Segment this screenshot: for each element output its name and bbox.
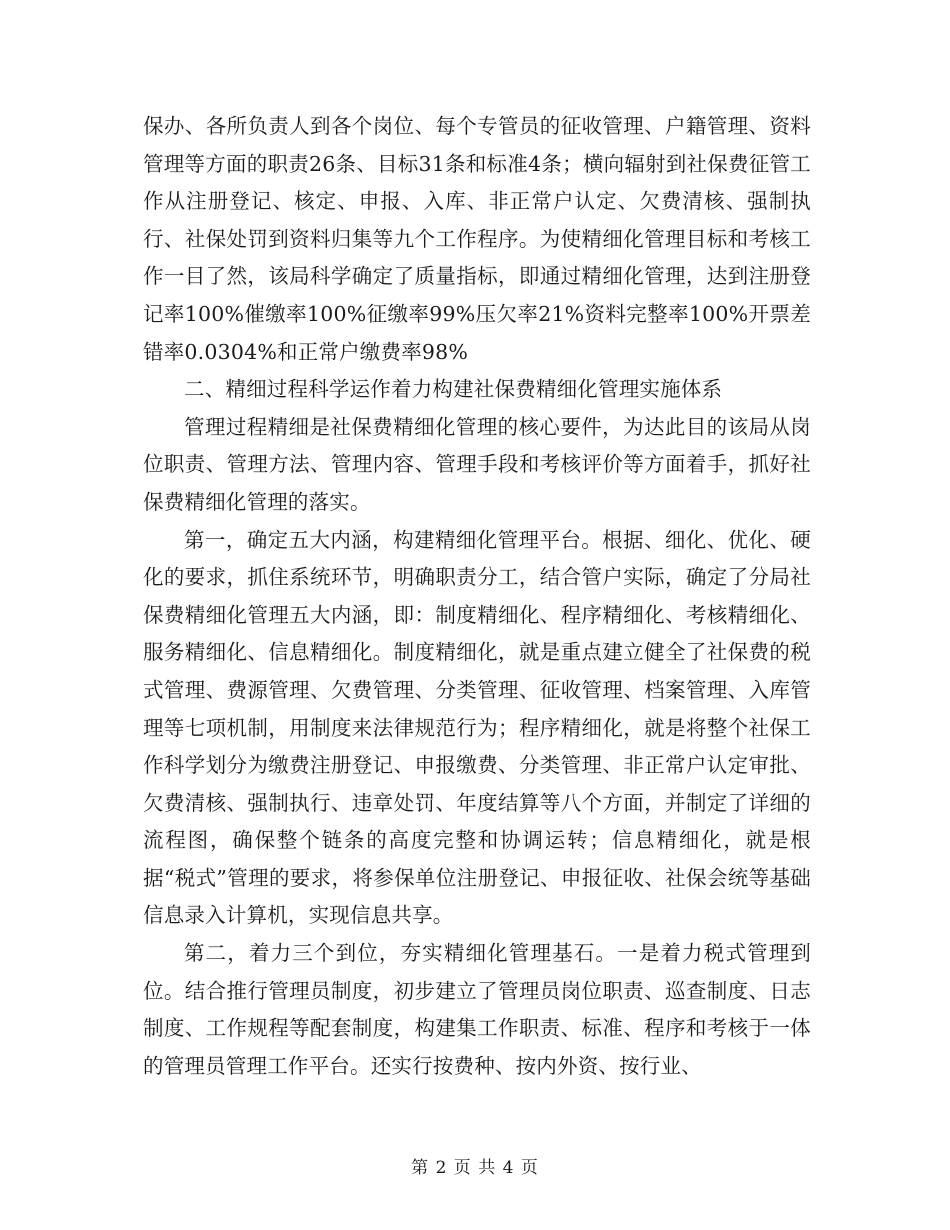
document-body	[143, 108, 811, 1085]
paragraph-first-point: 第一，确定五大内涵，构建精细化管理平台。根据、细化、优化、硬化的要求，抓住系统环节，明确职责分工，结合管户实际，确定了分局社保费精细化管理五大内涵，即：制度精细化、程序精细化、考核精细化、服务精细化、信息精细化。制度精细化，就是重点建立健全了社保费的税式管理、费源管理、欠费管理、分类管理、征收管理、档案管理、入库管理等七项机制，用制度来法律规范行为；程序精细化，就是将整个社保工作科学划分为缴费注册登记、申报缴费、分类管理、非正常户认定审批、欠费清核、强制执行、违章处罚、年度结算等八个方面，并制定了详细的流程图，确保整个链条的高度完整和协调运转；信息精细化，就是根据“税式”管理的要求，将参保单位注册登记、申报征收、社保会统等基础信息录入计算机，实现信息共享。	[143, 527, 811, 928]
paragraph-process-intro: 管理过程精细是社保费精细化管理的核心要件，为达此目的该局从岗位职责、管理方法、管理内容、管理手段和考核评价等方面着手，抓好社保费精细化管理的落实。	[143, 414, 811, 514]
paragraph-second-point: 第二，着力三个到位，夯实精细化管理基石。一是着力税式管理到位。结合推行管理员制度，初步建立了管理员岗位职责、巡查制度、日志制度、工作规程等配套制度，构建集工作职责、标准、程序和考核于一体的管理员管理工作平台。还实行按费种、按内外资、按行业、	[143, 941, 811, 1078]
section-heading: 二、精细过程科学运作着力构建社保费精细化管理实施体系	[184, 377, 723, 402]
page-footer: 第 2 页 共 4 页	[411, 1158, 539, 1178]
paragraph-continuation: 保办、各所负责人到各个岗位、每个专管员的征收管理、户籍管理、资料管理等方面的职责26条、目标31条和标准4条；横向辐射到社保费征管工作从注册登记、核定、申报、入库、非正常户认定、欠费清核、强制执行、社保处罚到资料归集等九个工作程序。为使精细化管理目标和考核工作一目了然，该局科学确定了质量指标，即通过精细化管理，达到注册登记率100%催缴率100%征缴率99%压欠率21%资料完整率100%开票差错率0.0304%和正常户缴费率98%	[143, 114, 811, 364]
